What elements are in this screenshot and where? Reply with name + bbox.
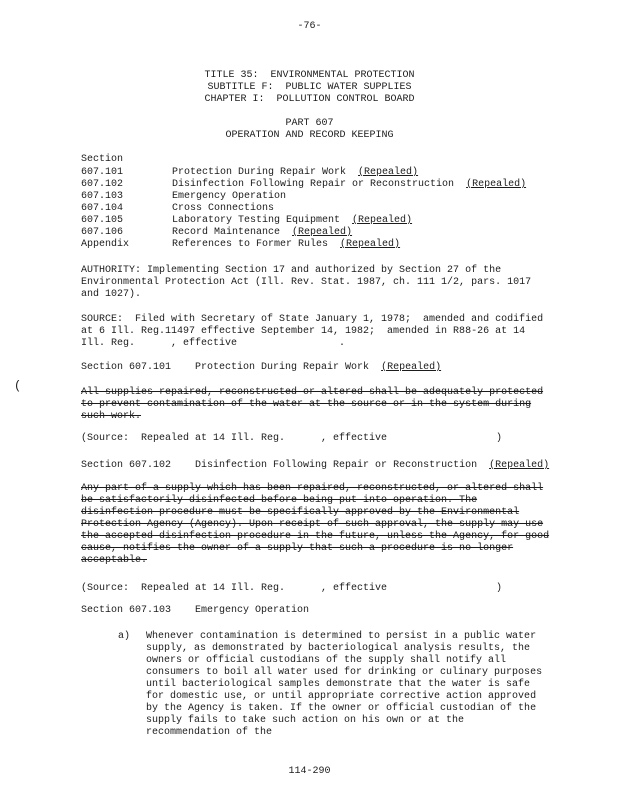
toc-section-title: References to Former Rules (Repealed) [172, 239, 401, 250]
title-line: TITLE 35: ENVIRONMENTAL PROTECTION [204, 70, 415, 81]
page-number-top: -76- [297, 21, 322, 32]
repealed-text: All supplies repaired, reconstructed or altered shall be adequately protected to prevent contamination of the water at the source or in the system during such work. [81, 387, 544, 422]
source-line: SOURCE: Filed with Secretary of State January 1, 1978; amended and codified [81, 314, 544, 325]
toc-section-title: Disinfection Following Repair or Reconstruction (Repealed) [172, 179, 527, 190]
toc-section-number: 607.101 [81, 167, 124, 178]
toc-section-title: Protection During Repair Work (Repealed) [172, 167, 419, 178]
source-line: Ill. Reg. , effective . [81, 338, 346, 349]
source-note-close: ) [496, 583, 503, 594]
toc-section-number: 607.106 [81, 227, 124, 238]
source-note: (Source: Repealed at 14 Ill. Reg. , effective [81, 583, 388, 594]
page-number-bottom: 114-290 [288, 766, 331, 777]
section-heading: Section 607.101 Protection During Repair Work (Repealed) [81, 362, 442, 373]
toc-section-title: Cross Connections [172, 203, 275, 214]
source-line: at 6 Ill. Reg.11497 effective September 14, 1982; amended in R88-26 at 14 [81, 326, 526, 337]
source-note: (Source: Repealed at 14 Ill. Reg. , effective [81, 433, 388, 444]
toc-section-number: 607.104 [81, 203, 124, 214]
toc-section-number: Appendix [81, 239, 130, 250]
toc-section-number: 607.105 [81, 215, 124, 226]
part-title-line: OPERATION AND RECORD KEEPING [225, 130, 394, 141]
item-text: Whenever contamination is determined to persist in a public water supply, as demonstrated by bacteriological analysis results, the owners or official custodians of the supply shall notify all consumers to boil all water used for drinking or culinary purposes until bacteriological samples demonstrate that the water is safe for domestic use, or until appropriate corrective action approved by the Agency is taken. If the owner or official custodian of the supply fails to take such action on his own or at the recommendation of the [146, 631, 543, 738]
toc-section-number: 607.103 [81, 191, 124, 202]
authority-paragraph: AUTHORITY: Implementing Section 17 and authorized by Section 27 of the Environmental Protection Act (Ill. Rev. Stat. 1987, ch. 111 1/2, pars. 1017 and 1027). [81, 265, 532, 300]
section-heading: Section 607.102 Disinfection Following Repair or Reconstruction (Repealed) [81, 460, 550, 471]
subtitle-line: SUBTITLE F: PUBLIC WATER SUPPLIES [207, 82, 412, 93]
repealed-text: Any part of a supply which has been repaired, reconstructed, or altered shall be satisfactorily disinfected before being put into operation. The disinfection procedure must be specifically approved by the Environmental Protection Agency (Agency). Upon receipt of such approval, the supply may use the accepted disinfection procedure in the future, unless the Agency, for good cause, notifies the owner of a supply that such a procedure is no longer acceptable. [81, 483, 550, 566]
section-heading: Section 607.103 Emergency Operation [81, 605, 310, 616]
margin-mark: ( [14, 379, 22, 393]
toc-section-title: Laboratory Testing Equipment (Repealed) [172, 215, 413, 226]
part-line: PART 607 [285, 118, 334, 129]
source-note-close: ) [496, 433, 503, 444]
item-label: a) [118, 631, 131, 642]
toc-section-title: Emergency Operation [172, 191, 287, 202]
toc-section-number: 607.102 [81, 179, 124, 190]
toc-heading: Section [81, 154, 124, 165]
toc-section-title: Record Maintenance (Repealed) [172, 227, 353, 238]
chapter-line: CHAPTER I: POLLUTION CONTROL BOARD [204, 94, 415, 105]
